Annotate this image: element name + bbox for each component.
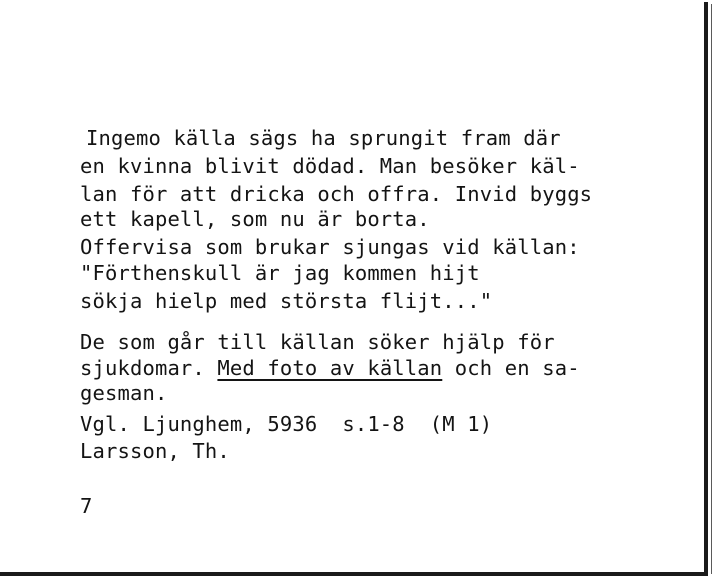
description-line-3: lan för att dricka och offra. Invid byggs (80, 182, 593, 206)
reference-line: Vgl. Ljunghem, 5936 s.1-8 (M 1) (80, 412, 493, 436)
healing-line-2-end: och en sa- (442, 356, 580, 380)
offer-song-line-1: "Förthenskull är jag kommen hijt (80, 261, 480, 285)
healing-line-1: De som går till källan söker hjälp för (80, 330, 555, 354)
recorder-name: Larsson, Th. (80, 439, 230, 463)
card-right-edge-shadow (711, 4, 712, 574)
healing-line-2-start: sjukdomar. (80, 356, 218, 380)
card-right-edge (704, 2, 708, 576)
description-line-4: ett kapell, som nu är borta. (80, 207, 430, 231)
healing-line-2 (80, 356, 580, 380)
healing-line-3: gesman. (80, 381, 168, 405)
description-line-2: en kvinna blivit dödad. Man besöker käl- (80, 154, 580, 178)
card-number: 7 (80, 494, 93, 518)
offer-song-line-2: sökja hielp med största flijt..." (80, 289, 493, 313)
description-line-1: Ingemo källa sägs ha sprungit fram där (86, 126, 561, 150)
photo-note: Med foto av källan (217, 356, 443, 380)
card-bottom-edge (0, 572, 706, 576)
offer-song-intro: Offervisa som brukar sjungas vid källan: (80, 235, 580, 259)
